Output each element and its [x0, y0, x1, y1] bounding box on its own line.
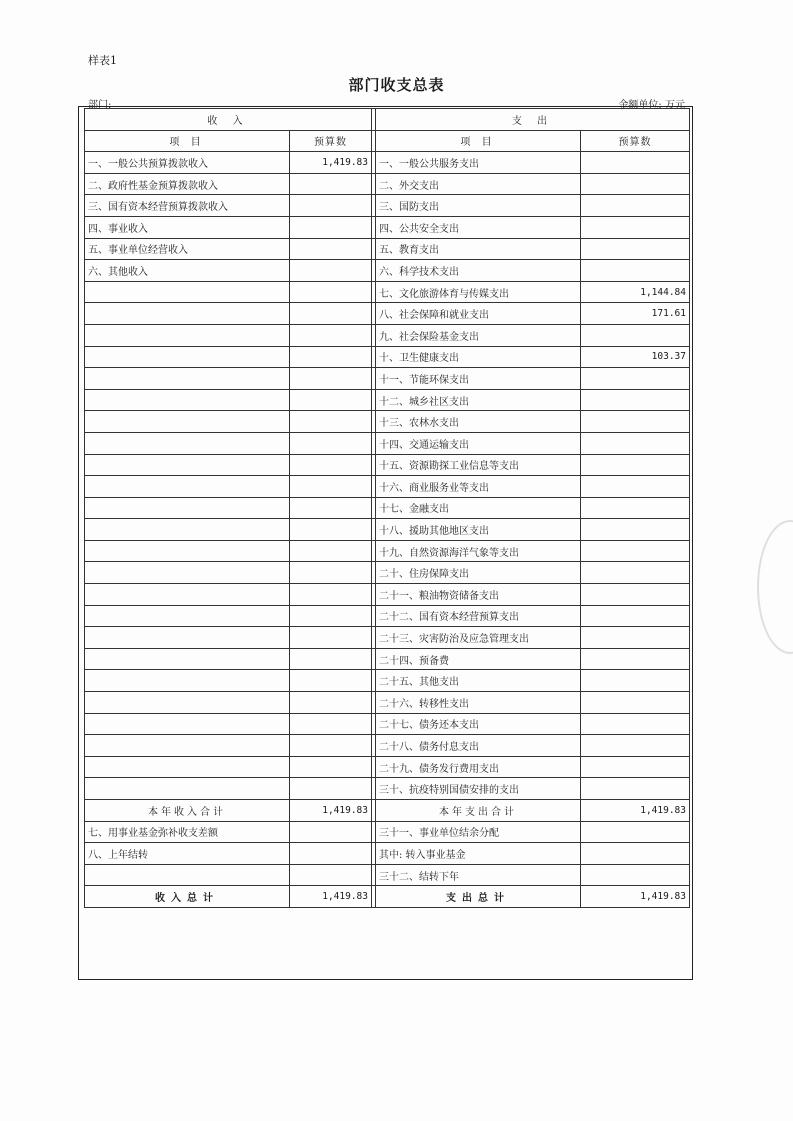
table-row	[85, 821, 690, 843]
income-amount-cell	[290, 864, 372, 886]
expense-item-cell: 十三、农林水支出	[376, 411, 581, 433]
expense-amount-cell	[581, 778, 690, 800]
income-amount-cell	[290, 173, 372, 195]
expense-amount-cell	[581, 562, 690, 584]
amount-unit-label: 金额单位: 万元	[618, 100, 685, 111]
expense-grand-total-amount: 1,419.83	[581, 886, 690, 908]
table-row	[85, 173, 690, 195]
expense-item-cell: 二十三、灾害防治及应急管理支出	[376, 627, 581, 649]
income-item-cell	[85, 368, 290, 390]
expense-section-header: 支 出	[376, 109, 690, 131]
expense-item-cell: 二十九、债务发行费用支出	[376, 756, 581, 778]
income-amount-cell	[290, 432, 372, 454]
expense-item-cell: 二、外交支出	[376, 173, 581, 195]
expense-item-cell: 三、国防支出	[376, 195, 581, 217]
expense-item-cell: 二十四、预备费	[376, 648, 581, 670]
expense-amount-cell	[581, 368, 690, 390]
expense-amount-cell	[581, 411, 690, 433]
expense-grand-total-label: 支出总计	[376, 886, 581, 908]
expense-amount-cell	[581, 670, 690, 692]
expense-item-cell: 其中: 转入事业基金	[376, 843, 581, 865]
income-item-cell	[85, 497, 290, 519]
expense-amount-cell	[581, 497, 690, 519]
income-amount-cell	[290, 713, 372, 735]
page-title: 部门收支总表	[348, 76, 445, 94]
expense-amount-cell	[581, 605, 690, 627]
income-item-cell	[85, 519, 290, 541]
table-row	[85, 519, 690, 541]
income-amount-cell: 1,419.83	[290, 152, 372, 174]
income-item-cell	[85, 735, 290, 757]
expense-item-cell: 十六、商业服务业等支出	[376, 476, 581, 498]
budget-table	[84, 108, 690, 908]
income-item-cell	[85, 476, 290, 498]
table-row	[85, 368, 690, 390]
income-amount-cell	[290, 519, 372, 541]
table-row	[85, 540, 690, 562]
income-amount-cell	[290, 735, 372, 757]
table-row	[85, 324, 690, 346]
expense-amount-cell	[581, 432, 690, 454]
expense-year-total-label: 本年支出合计	[376, 800, 581, 822]
expense-amount-cell	[581, 821, 690, 843]
expense-item-cell: 十七、金融支出	[376, 497, 581, 519]
income-amount-cell	[290, 692, 372, 714]
income-amount-cell	[290, 627, 372, 649]
income-item-cell: 三、国有资本经营预算拨款收入	[85, 195, 290, 217]
income-item-header: 项 目	[85, 130, 290, 152]
expense-amount-cell: 1,144.84	[581, 281, 690, 303]
expense-amount-cell	[581, 713, 690, 735]
expense-amount-cell: 103.37	[581, 346, 690, 368]
income-amount-cell	[290, 411, 372, 433]
section-header-row	[85, 109, 690, 131]
income-amount-cell	[290, 497, 372, 519]
table-row	[85, 152, 690, 174]
income-amount-cell	[290, 324, 372, 346]
income-item-cell: 八、上年结转	[85, 843, 290, 865]
table-row	[85, 756, 690, 778]
expense-item-cell: 三十二、结转下年	[376, 864, 581, 886]
table-row	[85, 195, 690, 217]
income-item-cell	[85, 454, 290, 476]
income-amount-cell	[290, 195, 372, 217]
expense-item-cell: 三十、抗疫特别国债安排的支出	[376, 778, 581, 800]
income-amount-cell	[290, 260, 372, 282]
income-item-cell	[85, 605, 290, 627]
income-amount-cell	[290, 454, 372, 476]
income-item-cell	[85, 670, 290, 692]
income-item-cell: 二、政府性基金预算拨款收入	[85, 173, 290, 195]
table-row	[85, 497, 690, 519]
income-item-cell: 七、用事业基金弥补收支差额	[85, 821, 290, 843]
income-item-cell	[85, 864, 290, 886]
income-item-cell	[85, 432, 290, 454]
sample-label: 样表1	[88, 54, 117, 67]
expense-amount-cell	[581, 476, 690, 498]
income-grand-total-amount: 1,419.83	[290, 886, 372, 908]
stamp-mark	[757, 520, 793, 654]
expense-amount-cell	[581, 260, 690, 282]
table-row	[85, 648, 690, 670]
expense-amount-cell	[581, 454, 690, 476]
expense-amount-cell	[581, 152, 690, 174]
income-item-cell	[85, 389, 290, 411]
table-row	[85, 864, 690, 886]
income-item-cell	[85, 346, 290, 368]
expense-amount-cell	[581, 195, 690, 217]
table-row	[85, 216, 690, 238]
income-amount-cell	[290, 346, 372, 368]
income-item-cell	[85, 692, 290, 714]
expense-item-header: 项 目	[376, 130, 581, 152]
expense-amount-cell	[581, 540, 690, 562]
year-total-row	[85, 800, 690, 822]
income-item-cell	[85, 324, 290, 346]
table-row	[85, 692, 690, 714]
expense-item-cell: 十八、援助其他地区支出	[376, 519, 581, 541]
expense-item-cell: 十一、节能环保支出	[376, 368, 581, 390]
income-amount-cell	[290, 476, 372, 498]
expense-budget-header: 预算数	[581, 130, 690, 152]
income-item-cell	[85, 411, 290, 433]
income-item-cell: 六、其他收入	[85, 260, 290, 282]
income-amount-cell	[290, 843, 372, 865]
income-item-cell	[85, 584, 290, 606]
table-row	[85, 432, 690, 454]
income-item-cell	[85, 540, 290, 562]
expense-item-cell: 二十八、债务付息支出	[376, 735, 581, 757]
income-item-cell: 一、一般公共预算拨款收入	[85, 152, 290, 174]
table-row	[85, 713, 690, 735]
income-budget-header: 预算数	[290, 130, 372, 152]
expense-amount-cell	[581, 324, 690, 346]
income-amount-cell	[290, 670, 372, 692]
table-row	[85, 670, 690, 692]
table-row	[85, 562, 690, 584]
expense-amount-cell	[581, 843, 690, 865]
income-amount-cell	[290, 216, 372, 238]
expense-item-cell: 十五、资源勘探工业信息等支出	[376, 454, 581, 476]
income-amount-cell	[290, 605, 372, 627]
expense-item-cell: 十二、城乡社区支出	[376, 389, 581, 411]
income-item-cell	[85, 303, 290, 325]
table-row	[85, 454, 690, 476]
expense-amount-cell	[581, 216, 690, 238]
expense-item-cell: 四、公共安全支出	[376, 216, 581, 238]
expense-amount-cell	[581, 627, 690, 649]
expense-item-cell: 二十、住房保障支出	[376, 562, 581, 584]
income-item-cell	[85, 627, 290, 649]
table-row	[85, 260, 690, 282]
expense-amount-cell: 171.61	[581, 303, 690, 325]
income-section-header: 收 入	[85, 109, 372, 131]
expense-amount-cell	[581, 692, 690, 714]
income-amount-cell	[290, 648, 372, 670]
expense-item-cell: 一、一般公共服务支出	[376, 152, 581, 174]
expense-amount-cell	[581, 584, 690, 606]
expense-item-cell: 七、文化旅游体育与传媒支出	[376, 281, 581, 303]
income-grand-total-label: 收入总计	[85, 886, 290, 908]
table-row	[85, 303, 690, 325]
department-label: 部门:	[88, 100, 112, 111]
expense-item-cell: 二十六、转移性支出	[376, 692, 581, 714]
table-row	[85, 735, 690, 757]
table-row	[85, 238, 690, 260]
income-item-cell	[85, 778, 290, 800]
income-year-total-amount: 1,419.83	[290, 800, 372, 822]
income-item-cell	[85, 756, 290, 778]
expense-amount-cell	[581, 238, 690, 260]
income-amount-cell	[290, 540, 372, 562]
table-row	[85, 389, 690, 411]
expense-item-cell: 十、卫生健康支出	[376, 346, 581, 368]
income-amount-cell	[290, 778, 372, 800]
expense-item-cell: 二十二、国有资本经营预算支出	[376, 605, 581, 627]
expense-item-cell: 二十五、其他支出	[376, 670, 581, 692]
income-item-cell	[85, 713, 290, 735]
expense-item-cell: 三十一、事业单位结余分配	[376, 821, 581, 843]
income-amount-cell	[290, 821, 372, 843]
expense-item-cell: 十九、自然资源海洋气象等支出	[376, 540, 581, 562]
income-amount-cell	[290, 368, 372, 390]
table-row	[85, 346, 690, 368]
expense-amount-cell	[581, 389, 690, 411]
income-item-cell: 五、事业单位经营收入	[85, 238, 290, 260]
income-year-total-label: 本年收入合计	[85, 800, 290, 822]
expense-item-cell: 六、科学技术支出	[376, 260, 581, 282]
income-amount-cell	[290, 238, 372, 260]
table-row	[85, 778, 690, 800]
table-row	[85, 843, 690, 865]
expense-item-cell: 五、教育支出	[376, 238, 581, 260]
expense-amount-cell	[581, 648, 690, 670]
expense-item-cell: 十四、交通运输支出	[376, 432, 581, 454]
income-amount-cell	[290, 584, 372, 606]
expense-amount-cell	[581, 173, 690, 195]
table-row	[85, 584, 690, 606]
income-amount-cell	[290, 562, 372, 584]
table-row	[85, 476, 690, 498]
expense-amount-cell	[581, 519, 690, 541]
income-item-cell	[85, 648, 290, 670]
expense-item-cell: 九、社会保险基金支出	[376, 324, 581, 346]
expense-item-cell: 二十七、债务还本支出	[376, 713, 581, 735]
income-amount-cell	[290, 756, 372, 778]
income-amount-cell	[290, 303, 372, 325]
table-row	[85, 627, 690, 649]
table-row	[85, 605, 690, 627]
expense-item-cell: 二十一、粮油物资储备支出	[376, 584, 581, 606]
budget-table-body	[85, 109, 690, 908]
expense-year-total-amount: 1,419.83	[581, 800, 690, 822]
expense-item-cell: 八、社会保障和就业支出	[376, 303, 581, 325]
table-row	[85, 411, 690, 433]
income-amount-cell	[290, 389, 372, 411]
income-item-cell: 四、事业收入	[85, 216, 290, 238]
expense-amount-cell	[581, 756, 690, 778]
grand-total-row	[85, 886, 690, 908]
income-amount-cell	[290, 281, 372, 303]
income-item-cell	[85, 281, 290, 303]
table-row	[85, 281, 690, 303]
expense-amount-cell	[581, 864, 690, 886]
income-item-cell	[85, 562, 290, 584]
expense-amount-cell	[581, 735, 690, 757]
column-header-row	[85, 130, 690, 152]
